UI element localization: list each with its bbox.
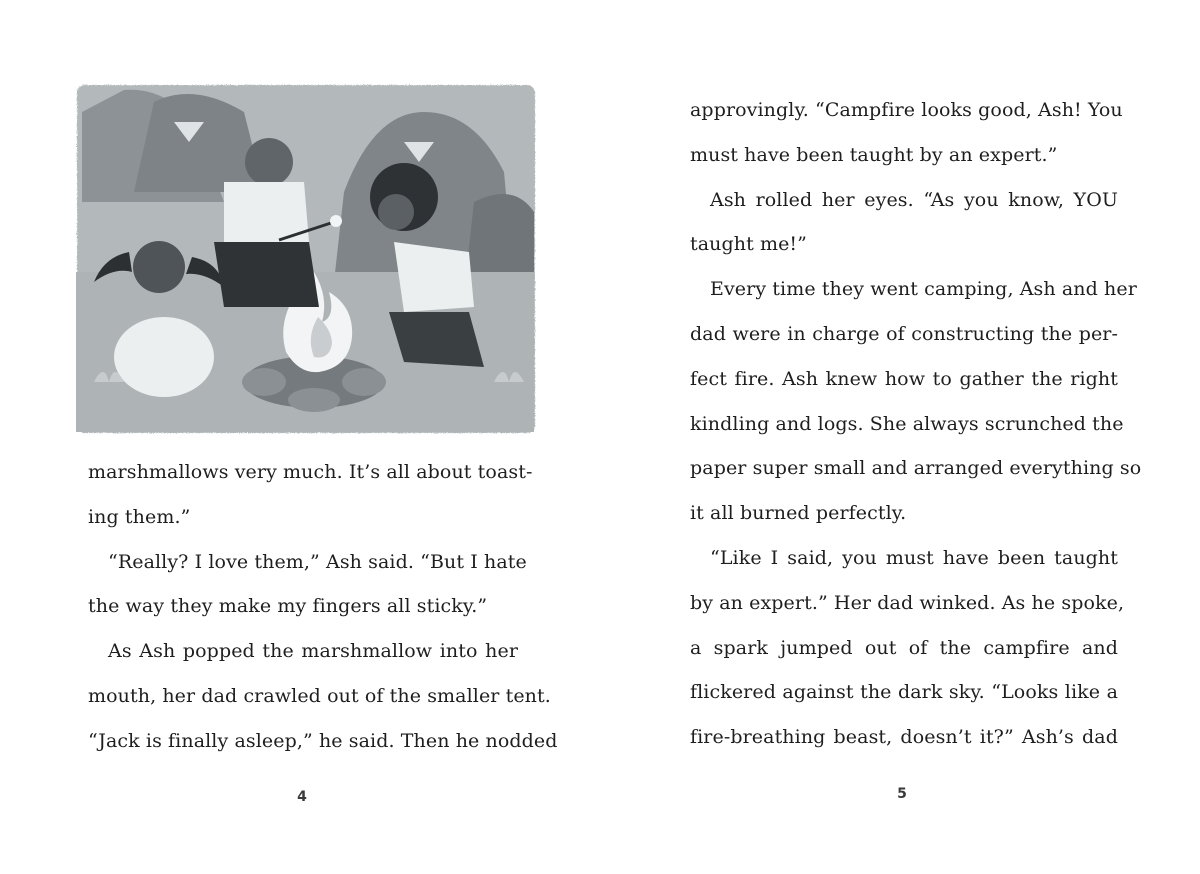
text-line: paper super small and arranged everything so — [690, 457, 1142, 480]
text-line: kindling and logs. She always scrunched the — [690, 412, 1124, 435]
text-line: fect fire. Ash knew how to gather the right — [690, 367, 1118, 390]
text-line: a spark jumped out of the campfire and — [690, 636, 1118, 659]
text-line: dad were in charge of constructing the per- — [690, 322, 1118, 345]
text-line: taught me!” — [690, 233, 807, 256]
text-line: mouth, her dad crawled out of the smaller tent. — [88, 684, 551, 707]
left-page-text — [88, 450, 558, 764]
text-line: the way they make my fingers all sticky.” — [88, 595, 488, 618]
text-line: ing them.” — [88, 505, 191, 528]
text-line: “Like I said, you must have been taught — [710, 546, 1118, 569]
text-line: fire-breathing beast, doesn’t it?” Ash’s dad — [690, 726, 1118, 749]
page-number: 4 — [297, 789, 307, 805]
text-line: Every time they went camping, Ash and her — [710, 278, 1137, 301]
page-number: 5 — [897, 786, 907, 802]
text-line: flickered against the dark sky. “Looks like a — [690, 681, 1118, 704]
text-line: “Really? I love them,” Ash said. “But I hate — [108, 550, 527, 573]
text-line: “Jack is finally asleep,” he said. Then he nodded — [88, 729, 558, 752]
text-line: it all burned perfectly. — [690, 502, 907, 525]
campfire-illustration — [74, 82, 536, 434]
text-line: marshmallows very much. It’s all about toast- — [88, 461, 533, 483]
text-line: approvingly. “Campfire looks good, Ash! You — [690, 99, 1123, 121]
right-page — [600, 0, 1200, 874]
text-line: As Ash popped the marshmallow into her — [108, 640, 518, 663]
right-page-text — [690, 88, 1142, 760]
text-line: by an expert.” Her dad winked. As he spoke, — [690, 591, 1125, 614]
text-line: Ash rolled her eyes. “As you know, YOU — [710, 188, 1118, 211]
text-line: must have been taught by an expert.” — [690, 143, 1058, 166]
